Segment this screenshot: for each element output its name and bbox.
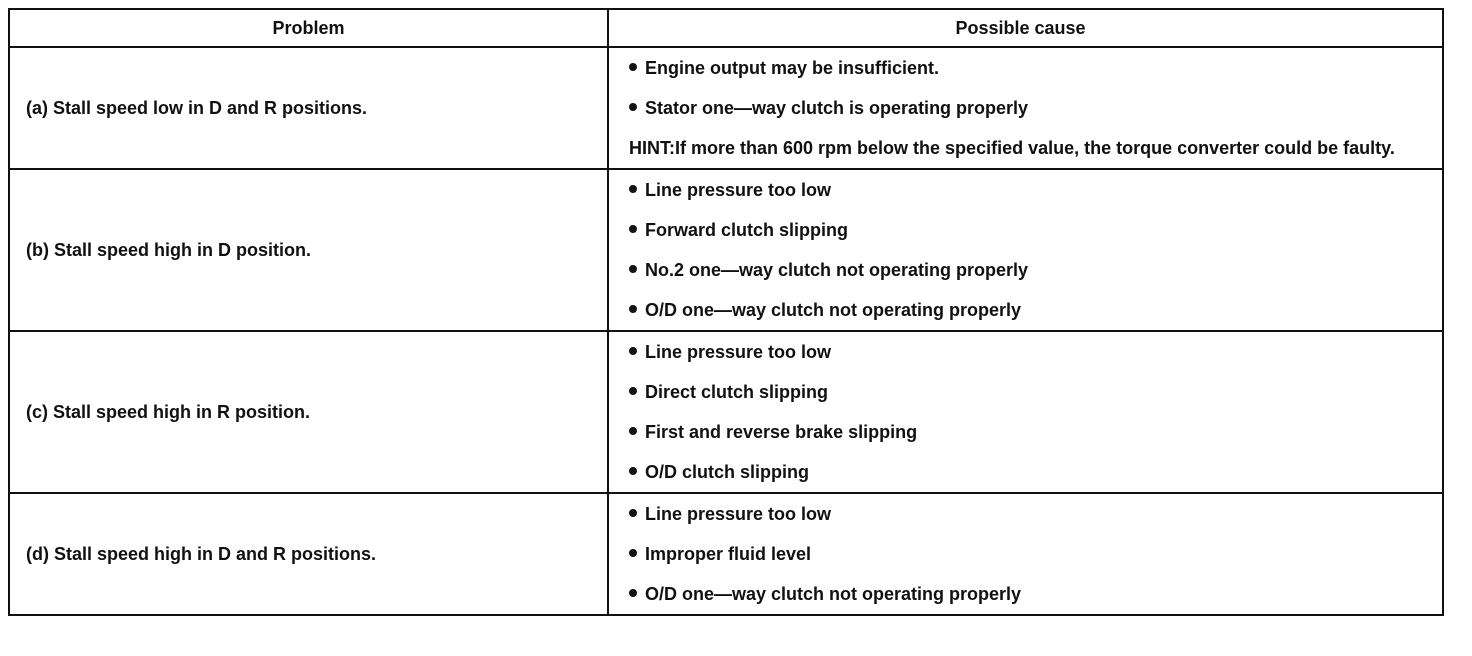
problem-cell: (d) Stall speed high in D and R positions. (10, 494, 609, 614)
cause-item (629, 452, 1432, 492)
table-row (10, 332, 1442, 494)
cause-item (629, 88, 1432, 128)
bullet-icon (629, 387, 637, 395)
cause-text: O/D one—way clutch not operating properly (645, 300, 1022, 320)
problem-cell: (a) Stall speed low in D and R positions. (10, 48, 609, 168)
hint-text: HINT:If more than 600 rpm below the specified value, the torque converter could be faulty. (629, 138, 1395, 158)
bullet-icon (629, 589, 637, 597)
cause-text: Line pressure too low (645, 180, 832, 200)
table-header-row (10, 10, 1442, 48)
cause-cell (609, 170, 1442, 330)
cause-cell (609, 332, 1442, 492)
cause-item (629, 534, 1432, 574)
bullet-icon (629, 347, 637, 355)
cause-text: O/D clutch slipping (645, 462, 810, 482)
cause-item (629, 412, 1432, 452)
header-possible-cause: Possible cause (955, 17, 1086, 38)
cause-item (629, 372, 1432, 412)
cause-text: Line pressure too low (645, 504, 832, 524)
bullet-icon (629, 549, 637, 557)
bullet-icon (629, 225, 637, 233)
cause-cell (609, 494, 1442, 614)
cause-text: Direct clutch slipping (645, 382, 829, 402)
cause-text: No.2 one—way clutch not operating properly (645, 260, 1029, 280)
cause-text: First and reverse brake slipping (645, 422, 918, 442)
table-row (10, 494, 1442, 614)
header-problem: Problem (10, 10, 609, 46)
cause-cell (609, 48, 1442, 168)
cause-item (629, 332, 1432, 372)
table-row (10, 170, 1442, 332)
cause-item (629, 250, 1432, 290)
stall-test-table (8, 8, 1444, 616)
cause-item (629, 290, 1432, 330)
problem-cell: (c) Stall speed high in R position. (10, 332, 609, 492)
cause-text: O/D one—way clutch not operating properly (645, 584, 1022, 604)
bullet-icon (629, 63, 637, 71)
bullet-icon (629, 265, 637, 273)
problem-cell: (b) Stall speed high in D position. (10, 170, 609, 330)
cause-text: Line pressure too low (645, 342, 832, 362)
bullet-icon (629, 509, 637, 517)
bullet-icon (629, 185, 637, 193)
cause-text: Engine output may be insufficient. (645, 58, 940, 78)
bullet-icon (629, 427, 637, 435)
table-row (10, 48, 1442, 170)
bullet-icon (629, 103, 637, 111)
cause-item (629, 574, 1432, 614)
cause-item (629, 170, 1432, 210)
cause-text: Improper fluid level (645, 544, 812, 564)
cause-item (629, 210, 1432, 250)
cause-text: Stator one—way clutch is operating properly (645, 98, 1029, 118)
cause-text: Forward clutch slipping (645, 220, 849, 240)
cause-item (629, 494, 1432, 534)
cause-item (629, 48, 1432, 88)
bullet-icon (629, 467, 637, 475)
bullet-icon (629, 305, 637, 313)
